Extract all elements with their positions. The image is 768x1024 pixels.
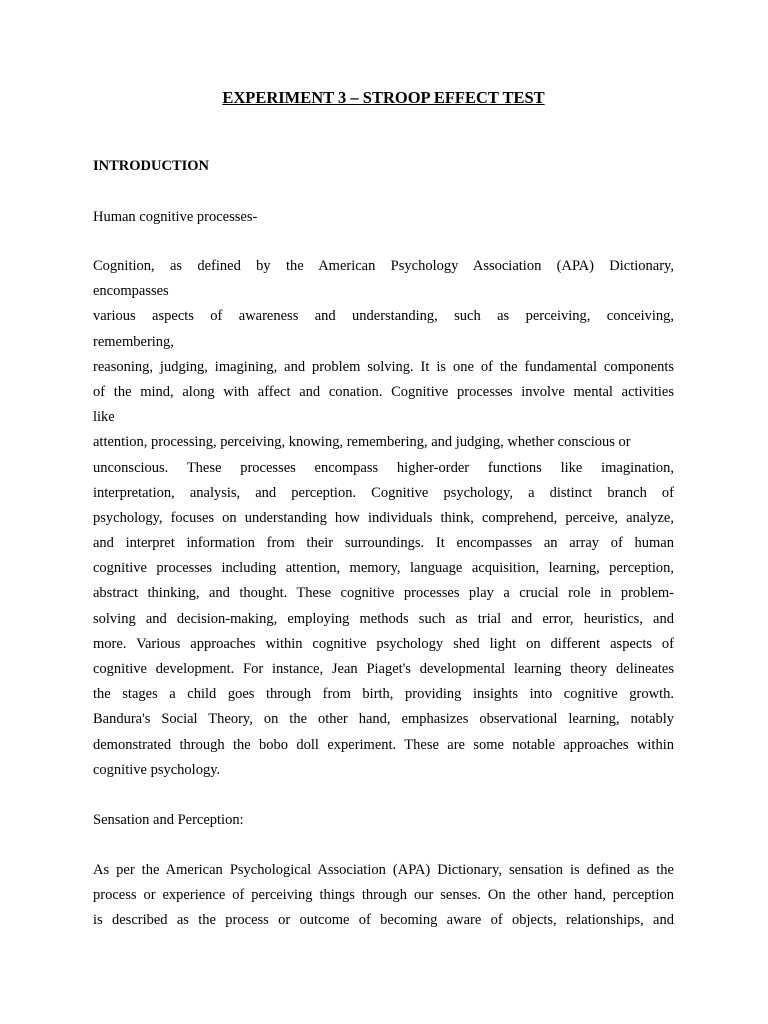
text-line: attention, processing, perceiving, knowing, remembering, and judging, whether conscious or (93, 434, 631, 451)
text-line: cognitive psychology. (93, 761, 221, 778)
text-line: more. Various approaches within cognitive psychology shed light on different aspects of (93, 635, 674, 652)
text-line: As per the American Psychological Association (APA) Dictionary, sensation is defined as the (93, 862, 674, 878)
subheading-sensation-perception: Sensation and Perception: (93, 812, 244, 828)
text-line: and interpret information from their surroundings. It encompasses an array of human (93, 535, 674, 552)
text-line: unconscious. These processes encompass higher-order functions like imagination, (93, 459, 674, 476)
text-line: reasoning, judging, imagining, and problem solving. It is one of the fundamental components (93, 358, 674, 375)
paragraph-cognition (93, 254, 674, 783)
text-line: like (93, 409, 115, 426)
text-line: various aspects of awareness and understanding, such as perceiving, conceiving, (93, 308, 674, 325)
text-line: Cognition, as defined by the American Psychology Association (APA) Dictionary, (93, 258, 674, 274)
text-line: encompasses (93, 283, 169, 300)
text-line: demonstrated through the bobo doll experiment. These are some notable approaches within (93, 736, 674, 753)
text-line: solving and decision-making, employing methods such as trial and error, heuristics, and (93, 610, 674, 627)
subheading-cognitive-processes: Human cognitive processes- (93, 209, 258, 225)
text-line: abstract thinking, and thought. These cognitive processes play a crucial role in problem- (93, 585, 674, 602)
text-line: remembering, (93, 333, 174, 350)
text-line: the stages a child goes through from birth, providing insights into cognitive growth. (93, 686, 674, 703)
text-line: of the mind, along with affect and conation. Cognitive processes involve mental activities (93, 383, 674, 400)
section-heading-introduction: INTRODUCTION (93, 158, 210, 174)
text-line: psychology, focuses on understanding how individuals think, comprehend, perceive, analyze, (93, 509, 674, 526)
text-line: cognitive development. For instance, Jean Piaget's developmental learning theory delineates (93, 661, 674, 677)
text-line: process or experience of perceiving things through our senses. On the other hand, perception (93, 887, 674, 904)
document-title: EXPERIMENT 3 – STROOP EFFECT TEST (222, 88, 545, 107)
text-line: Bandura's Social Theory, on the other hand, emphasizes observational learning, notably (93, 711, 674, 728)
text-line: interpretation, analysis, and perception. Cognitive psychology, a distinct branch of (93, 484, 674, 501)
text-line: cognitive processes including attention, memory, language acquisition, learning, perception, (93, 560, 674, 577)
text-line: is described as the process or outcome of becoming aware of objects, relationships, and (93, 912, 674, 929)
paragraph-sensation (93, 858, 674, 934)
